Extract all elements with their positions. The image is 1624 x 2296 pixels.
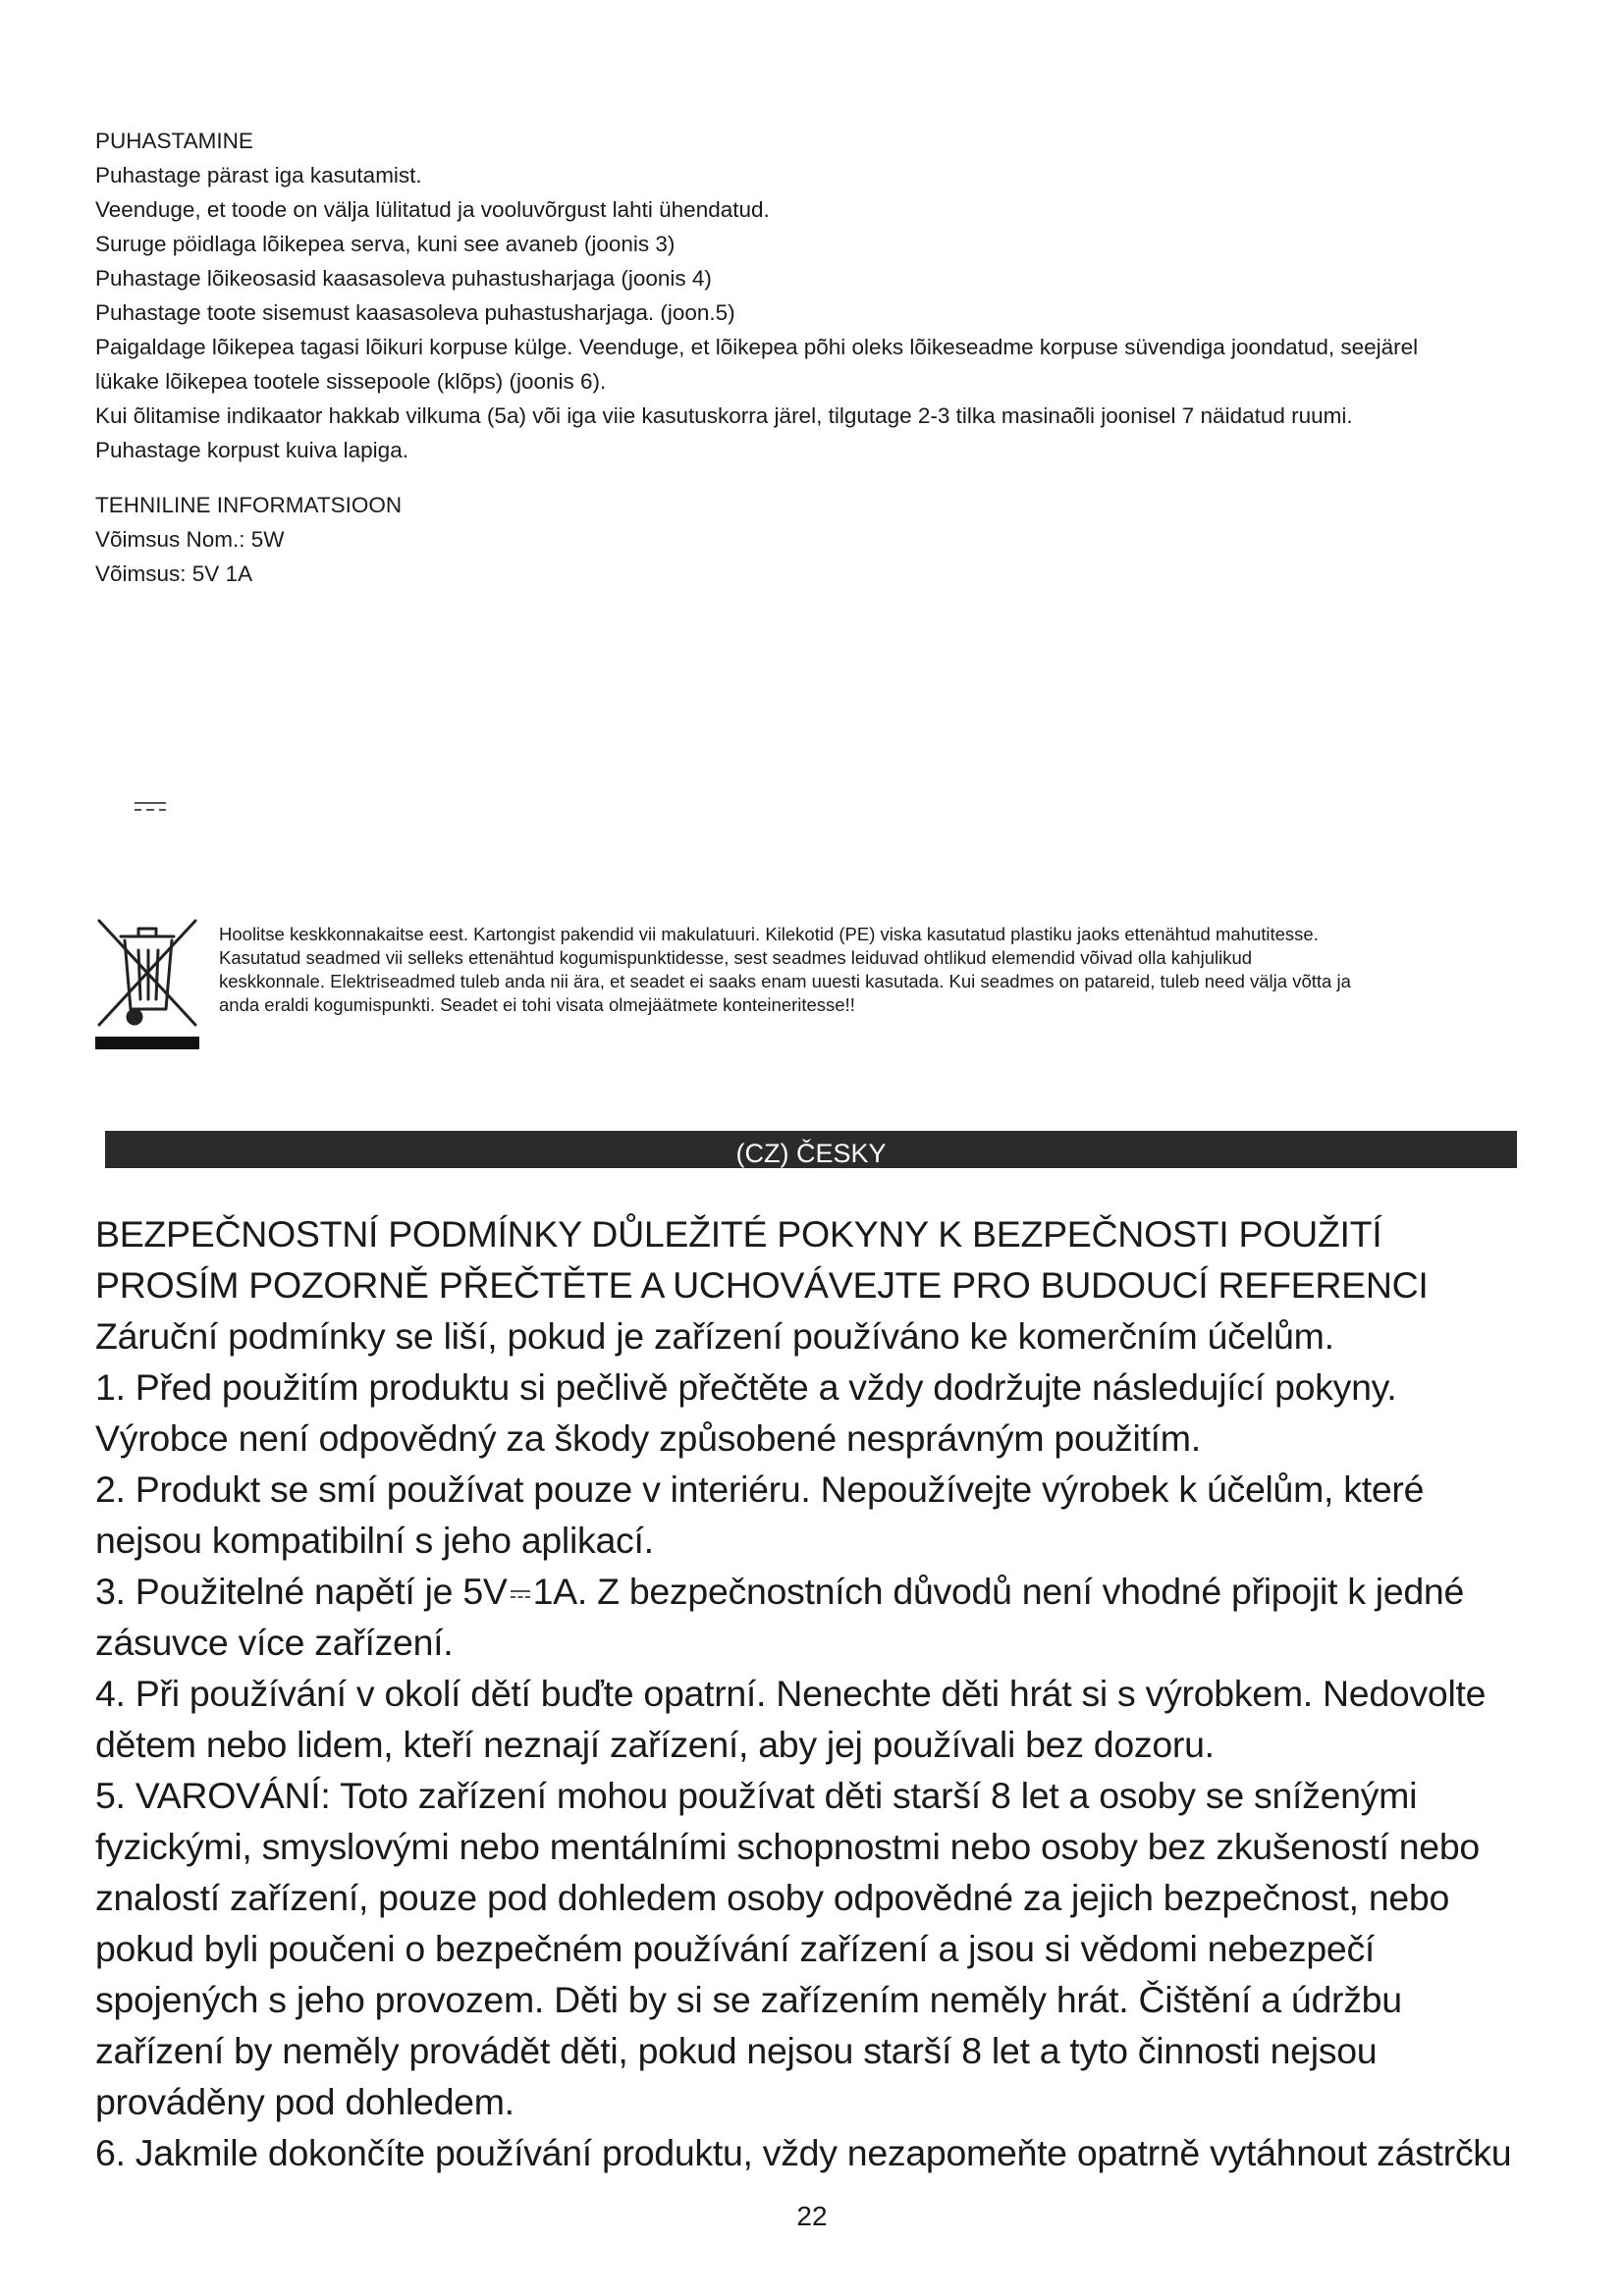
czech-line: Výrobce není odpovědný za škody způsobené nesprávným použitím. [95,1417,1201,1459]
cleaning-heading: PUHASTAMINE [95,129,253,153]
page-number: 22 [796,2201,828,2231]
tech-line: Võimsus Nom.: 5W [95,527,285,552]
czech-line: zásuvce více zařízení. [95,1622,454,1663]
czech-line: dětem nebo lidem, kteří neznají zařízení, aby jej používali bez dozoru. [95,1724,1215,1765]
czech-section-header [105,1131,1517,1168]
czech-line: PROSÍM POZORNĚ PŘEČTĚTE A UCHOVÁVEJTE PRO BUDOUCÍ REFERENCI [95,1264,1429,1306]
dc-current-inline-icon [510,1586,531,1602]
czech-voltage-line [95,1566,1539,1617]
czech-line: BEZPEČNOSTNÍ PODMÍNKY DŮLEŽITÉ POKYNY K BEZPEČNOSTI POUŽITÍ [95,1213,1382,1255]
dc-current-symbol-icon [134,799,167,815]
cleaning-line: Suruge pöidlaga lõikepea serva, kuni see avaneb (joonis 3) [95,232,676,256]
cleaning-line: Kui õlitamise indikaator hakkab vilkuma (5a) või iga viie kasutuskorra järel, tilgutage 2-3 tilka masinaõli joonisel 7 näidatud ruumi. [95,403,1353,428]
tech-heading: TEHNILINE INFORMATSIOON [95,493,403,517]
czech-line: Záruční podmínky se liší, pokud je zařízení používáno ke komerčním účelům. [95,1315,1334,1357]
cleaning-line: Veenduge, et toode on välja lülitatud ja vooluvõrgust lahti ühendatud. [95,197,770,222]
czech-line: 5. VAROVÁNÍ: Toto zařízení mohou používat děti starší 8 let a osoby se sníženými [95,1775,1418,1816]
cleaning-line: Paigaldage lõikepea tagasi lõikuri korpuse külge. Veenduge, et lõikepea põhi oleks lõikeseadme korpuse süvendiga joondatud, seejärel [95,335,1419,359]
czech-line: 6. Jakmile dokončíte používání produktu, vždy nezapomeňte opatrně vytáhnout zástrčku [95,2132,1512,2173]
czech-line: nejsou kompatibilní s jeho aplikací. [95,1520,654,1561]
disposal-line: Kasutatud seadmed vii selleks ettenähtud kogumispunktidesse, sest seadmes leiduvad ohtlikud elemendid võivad olla kahjulikud [219,947,1253,968]
czech-section-title: (CZ) ČESKY [735,1139,887,1168]
czech-line: 4. Při používání v okolí dětí buďte opatrní. Nenechte děti hrát si s výrobkem. Nedovolte [95,1673,1487,1714]
cleaning-line: Puhastage lõikeosasid kaasasoleva puhastusharjaga (joonis 4) [95,266,712,291]
czech-safety-instructions [95,1208,1539,2178]
czech-line: spojených s jeho provozem. Děti by si se zařízením neměly hrát. Čištění a údržbu [95,1979,1402,2020]
czech-line: 1. Před použitím produktu si pečlivě přečtěte a vždy dodržujte následující pokyny. [95,1366,1397,1408]
czech-line: fyzickými, smyslovými nebo mentálními schopnostmi nebo osoby bez zkušeností nebo [95,1826,1480,1867]
disposal-line: Hoolitse keskkonnakaitse eest. Kartongist pakendid vii makulatuuri. Kilekotid (PE) viska kasutatud plastiku jaoks ettenähtud mahutitesse. [219,924,1319,944]
cleaning-line: Puhastage korpust kuiva lapiga. [95,438,408,462]
czech-line: pokud byli poučeni o bezpečném používání zařízení a jsou si vědomi nebezpečí [95,1928,1376,1969]
cleaning-line: Puhastage toote sisemust kaasasoleva puhastusharjaga. (joon.5) [95,300,735,325]
disposal-line: anda eraldi kogumispunkti. Seadet ei tohi visata olmejäätmete konteineritesse!! [219,994,855,1015]
cleaning-section [95,124,1548,467]
czech-line: zařízení by neměly provádět děti, pokud nejsou starší 8 let a tyto činnosti nejsou [95,2030,1378,2071]
voltage-suffix: 1A. Z bezpečnostních důvodů není vhodné připojit k jedné [532,1571,1465,1612]
technical-info-section [95,488,402,591]
czech-line: 2. Produkt se smí používat pouze v interiéru. Nepoužívejte výrobek k účelům, které [95,1468,1425,1510]
voltage-prefix: 3. Použitelné napětí je 5V [95,1571,508,1612]
disposal-notice [219,923,1554,1017]
czech-line: znalostí zařízení, pouze pod dohledem osoby odpovědné za jejich bezpečnost, nebo [95,1877,1450,1918]
czech-line: prováděny pod dohledem. [95,2081,514,2122]
cleaning-line: Puhastage pärast iga kasutamist. [95,163,422,187]
crossed-out-wheelie-bin-icon [95,915,199,1050]
tech-line: Võimsus: 5V 1A [95,561,253,586]
disposal-line: keskkonnale. Elektriseadmed tuleb anda nii ära, et seadet ei saaks enam uuesti kasutada. Kui seadmes on patareid, tuleb need välja võtta ja [219,971,1351,991]
cleaning-line: lükake lõikepea tootele sissepoole (klõps) (joonis 6). [95,369,607,394]
